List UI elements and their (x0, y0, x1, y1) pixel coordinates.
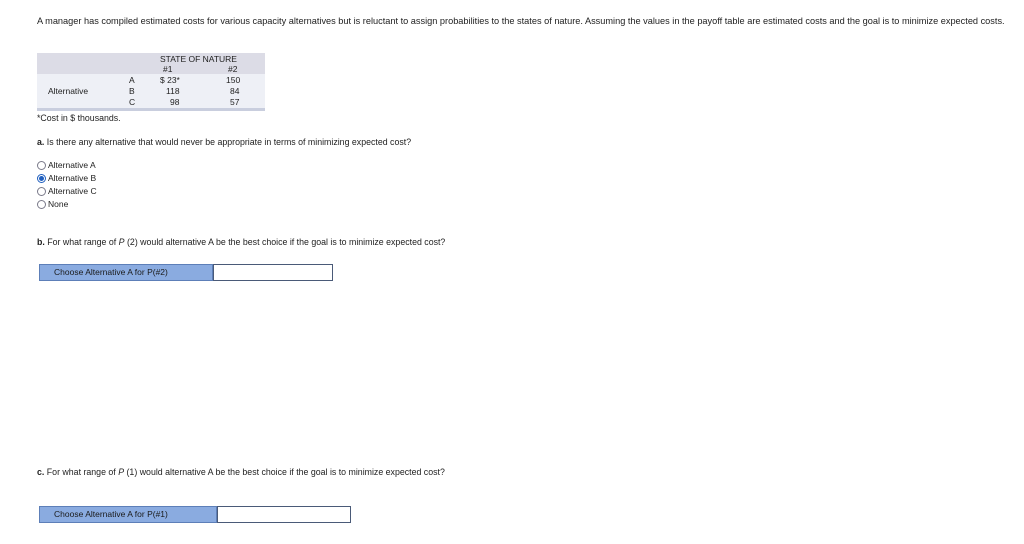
cell-b-2: 84 (230, 86, 240, 96)
option-alternative-b[interactable] (37, 172, 96, 184)
answer-label-c: Choose Alternative A for P(#1) (39, 506, 217, 523)
question-a-prefix: a. (37, 137, 45, 147)
column-header-2: #2 (228, 64, 238, 74)
answer-row-b (39, 264, 333, 281)
row-label-a: A (129, 75, 135, 85)
option-none[interactable] (37, 198, 68, 210)
question-b-prefix: b. (37, 237, 45, 247)
radio-alternative-a[interactable] (37, 161, 46, 170)
answer-input-b[interactable] (213, 264, 333, 281)
question-b (37, 237, 445, 247)
cell-c-1: 98 (170, 97, 180, 107)
cell-b-1: 118 (166, 86, 180, 96)
table-footnote: *Cost in $ thousands. (37, 113, 121, 123)
radio-alternative-b[interactable] (37, 174, 46, 183)
table-bottom-rule (37, 108, 265, 111)
option-label-a: Alternative A (48, 160, 96, 170)
row-label-b: B (129, 86, 135, 96)
cell-a-1: $ 23* (160, 75, 180, 85)
radio-none[interactable] (37, 200, 46, 209)
answer-input-c[interactable] (217, 506, 351, 523)
question-b-text-pre: For what range of (47, 237, 119, 247)
option-label-c: Alternative C (48, 186, 97, 196)
problem-statement: A manager has compiled estimated costs for various capacity alternatives but is reluctant to assign probabilities to the states of nature. Assuming the values in the payoff table are estimated costs and the goal is to minimize expected costs. (37, 16, 1005, 26)
payoff-table (37, 53, 265, 112)
option-label-none: None (48, 199, 69, 209)
cell-a-2: 150 (226, 75, 241, 85)
row-group-label: Alternative (48, 86, 89, 96)
question-b-var: P (118, 237, 125, 247)
cell-c-2: 57 (230, 97, 240, 107)
question-a (37, 137, 411, 147)
answer-row-c (39, 506, 351, 523)
question-c-text-post: (1) would alternative A be the best choice if the goal is to minimize expected cost? (124, 467, 445, 477)
question-c-text-pre: For what range of (46, 467, 119, 477)
state-of-nature-header: STATE OF NATURE (160, 54, 237, 64)
question-b-text-post: (2) would alternative A be the best choice if the goal is to minimize expected cost? (124, 237, 446, 247)
radio-alternative-c[interactable] (37, 187, 46, 196)
option-alternative-a[interactable] (37, 159, 96, 171)
question-a-text: Is there any alternative that would never be appropriate in terms of minimizing expected cost? (46, 137, 412, 147)
answer-label-b: Choose Alternative A for P(#2) (39, 264, 213, 281)
option-label-b: Alternative B (48, 173, 97, 183)
question-c-var: P (118, 467, 125, 477)
option-alternative-c[interactable] (37, 185, 97, 197)
column-header-1: #1 (163, 64, 173, 74)
question-c (37, 467, 445, 477)
question-c-prefix: c. (37, 467, 45, 477)
row-label-c: C (129, 97, 136, 107)
